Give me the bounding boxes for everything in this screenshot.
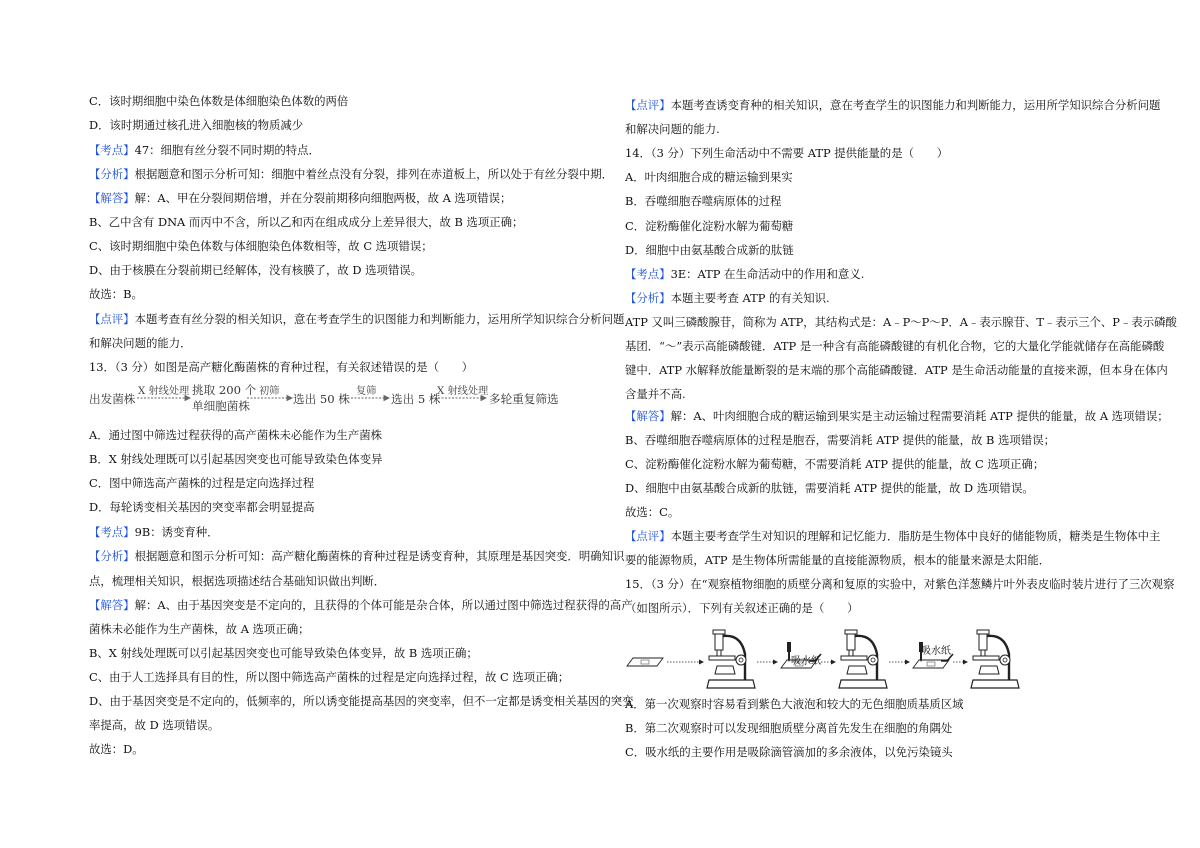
flow-label-xray-2: X 射线处理 xyxy=(437,386,489,397)
text-line xyxy=(625,457,1044,471)
line-text: B、吞噬细胞吞噬病原体的过程是胞吞，需要消耗 ATP 提供的能量，故 B 选项错误； xyxy=(625,433,1055,447)
plasmolysis-figure xyxy=(625,628,1025,690)
section-tag: 【分析】 xyxy=(625,291,671,305)
text-line xyxy=(89,598,633,612)
flow-node-repeat: 多轮重复筛选 xyxy=(489,392,559,406)
blotting-paper-label-2: 吸水纸 xyxy=(921,646,951,657)
text-line xyxy=(89,336,192,350)
line-text: 14．（3 分）下列生命活动中不需要 ATP 提供能量的是（ ） xyxy=(625,146,949,160)
text-line xyxy=(625,433,1055,447)
section-tag: 【解答】 xyxy=(625,409,671,423)
section-tag: 【点评】 xyxy=(89,312,135,326)
text-line xyxy=(625,387,686,401)
text-line xyxy=(89,500,315,514)
line-text: C．图中筛选高产菌株的过程是定向选择过程 xyxy=(89,476,315,490)
slide-1 xyxy=(627,658,663,666)
line-text: 本题主要考查学生对知识的理解和记忆能力．脂肪是生物体中良好的储能物质，糖类是生物体中主 xyxy=(670,529,1161,543)
line-text: 本题主要考查 ATP 的有关知识. xyxy=(670,291,830,305)
section-tag: 【点评】 xyxy=(625,529,671,543)
text-line xyxy=(625,601,859,615)
section-tag: 【考点】 xyxy=(89,525,135,539)
line-text: 解：A、由于基因突变是不定向的，且获得的个体可能是杂合体，所以通过图中筛选过程获得的高产 xyxy=(134,598,633,612)
line-text: 9B：诱变育种． xyxy=(134,525,219,539)
text-line xyxy=(625,219,793,233)
text-line xyxy=(625,122,720,136)
text-line xyxy=(625,553,1050,567)
line-text: ATP 又叫三磷酸腺苷，简称为 ATP，其结构式是：A﹣P～P～P．A﹣表示腺苷、T﹣表示三个、P﹣表示磷酸 xyxy=(625,315,1177,329)
microscope-3 xyxy=(971,630,1019,688)
line-text: 3E：ATP 在生命活动中的作用和意义. xyxy=(670,267,865,281)
line-text: 根据题意和图示分析可知：细胞中着丝点没有分裂，排列在赤道板上，所以处于有丝分裂中期． xyxy=(134,167,613,181)
section-tag: 【分析】 xyxy=(89,549,135,563)
flow-label-xray-1: X 射线处理 xyxy=(138,386,190,397)
line-text: B、乙中含有 DNA 而丙中不含，所以乙和丙在组成成分上差异很大，故 B 选项正确； xyxy=(89,215,524,229)
flow-node-select-5: 选出 5 株 xyxy=(391,392,441,406)
text-line xyxy=(89,670,569,684)
microscope-2 xyxy=(839,630,887,688)
text-line xyxy=(625,146,948,160)
line-text: 故选：D。 xyxy=(89,742,144,756)
section-tag: 【解答】 xyxy=(89,191,135,205)
section-tag: 【点评】 xyxy=(625,98,671,112)
line-text: B．X 射线处理既可以引起基因突变也可能导致染色体变异 xyxy=(89,452,383,466)
text-line xyxy=(625,194,781,208)
text-line xyxy=(89,263,422,277)
line-text: A．通过图中筛选过程获得的高产菌株未必能作为生产菌株 xyxy=(89,428,382,442)
text-line xyxy=(625,577,1174,591)
line-text: 键中．ATP 水解释放能量断裂的是末端的那个高能磷酸键．ATP 是生命活动能量的直接来源，但本身在体内 xyxy=(625,363,1168,377)
text-line xyxy=(625,481,1034,495)
text-line xyxy=(625,529,1160,543)
line-text: 含量并不高. xyxy=(625,387,686,401)
blotting-paper-label-1: 吸水纸 xyxy=(791,656,821,667)
text-line xyxy=(89,215,523,229)
line-text: 基团．“～”表示高能磷酸键．ATP 是一种含有高能磷酸键的有机化合物，它的大量化学能就储存在高能磷酸 xyxy=(625,339,1165,353)
text-line xyxy=(89,239,433,253)
text-line xyxy=(625,339,1164,353)
text-line xyxy=(625,697,964,711)
text-line xyxy=(89,718,219,732)
section-tag: 【考点】 xyxy=(625,267,671,281)
line-text: D、由于核膜在分裂前期已经解体，没有核膜了，故 D 选项错误。 xyxy=(89,263,423,277)
text-line xyxy=(625,721,952,735)
line-text: B．吞噬细胞吞噬病原体的过程 xyxy=(625,194,782,208)
text-line xyxy=(89,287,143,301)
line-text: 故选：C。 xyxy=(625,505,680,519)
microscope-sequence xyxy=(625,628,1025,690)
text-line xyxy=(89,312,624,326)
text-line xyxy=(89,549,624,563)
flow-node-start: 出发菌株 xyxy=(89,392,136,406)
text-line xyxy=(625,98,1160,112)
text-line xyxy=(89,452,382,466)
line-text: D．该时期通过核孔进入细胞核的物质减少 xyxy=(89,118,304,132)
line-text: 15．（3 分）在“观察植物细胞的质壁分离和复原的实验中，对紫色洋葱鳞片叶外表皮临时装片进行了三次观察 xyxy=(625,577,1175,591)
line-text: 本题考查有丝分裂的相关知识，意在考查学生的识图能力和判断能力，运用所学知识综合分析问题 xyxy=(134,312,625,326)
line-text: 要的能源物质，ATP 是生物体所需能量的直接能源物质，根本的能量来源是太阳能． xyxy=(625,553,1051,567)
flow-node-select-50: 选出 50 株 xyxy=(293,392,350,406)
text-line xyxy=(89,742,144,756)
line-text: C．该时期细胞中染色体数是体细胞染色体数的两倍 xyxy=(89,94,349,108)
line-text: 率提高，故 D 选项错误。 xyxy=(89,718,220,732)
line-text: 13．（3 分）如图是高产糖化酶菌株的育种过程，有关叙述错误的是（ ） xyxy=(89,360,474,374)
line-text: 点，梳理相关知识，根据选项描述结合基础知识做出判断． xyxy=(89,574,386,588)
section-tag: 【解答】 xyxy=(89,598,135,612)
line-text: A．第一次观察时容易看到紫色大液泡和较大的无色细胞质基质区域 xyxy=(625,697,964,711)
text-line xyxy=(89,622,310,636)
line-text: 47：细胞有丝分裂不同时期的特点． xyxy=(134,143,320,157)
text-line xyxy=(625,505,679,519)
text-line xyxy=(89,143,320,157)
text-line xyxy=(625,363,1168,377)
text-line xyxy=(625,243,794,257)
text-line xyxy=(89,428,382,442)
line-text: C、淀粉酶催化淀粉水解为葡萄糖，不需要消耗 ATP 提供的能量，故 C 选项正确； xyxy=(625,457,1045,471)
line-text: C．淀粉酶催化淀粉水解为葡萄糖 xyxy=(625,219,794,233)
text-line xyxy=(625,291,830,305)
line-text: 解：A、甲在分裂间期倍增，并在分裂前期移向细胞两极，故 A 选项错误； xyxy=(134,191,512,205)
text-line xyxy=(625,315,1177,329)
text-line xyxy=(89,191,511,205)
text-line xyxy=(625,170,793,184)
line-text: A．叶肉细胞合成的糖运输到果实 xyxy=(625,170,793,184)
line-text: C、由于人工选择具有目的性，所以图中筛选高产菌株的过程是定向选择过程，故 C 选项正确； xyxy=(89,670,570,684)
line-text: D．每轮诱变相关基因的突变率都会明显提高 xyxy=(89,500,315,514)
flow-node-single-cell: 单细胞菌株 xyxy=(192,399,250,413)
line-text: 故选：B。 xyxy=(89,287,143,301)
section-tag: 【考点】 xyxy=(89,143,135,157)
text-line xyxy=(625,745,953,759)
text-line xyxy=(89,94,348,108)
line-text: D、细胞中由氨基酸合成新的肽链，需要消耗 ATP 提供的能量，故 D 选项错误。 xyxy=(625,481,1034,495)
line-text: B、X 射线处理既可以引起基因突变也可能导致染色体变异，故 B 选项正确； xyxy=(89,646,478,660)
line-text: B．第二次观察时可以发现细胞质壁分离首先发生在细胞的角隅处 xyxy=(625,721,953,735)
text-line xyxy=(89,167,613,181)
text-line xyxy=(625,267,864,281)
flow-label-secondary-screen: 复筛 xyxy=(356,386,377,397)
line-text: 本题考查诱变育种的相关知识，意在考查学生的识图能力和判断能力，运用所学知识综合分析问题 xyxy=(670,98,1161,112)
text-line xyxy=(89,574,385,588)
breeding-flowchart xyxy=(89,382,569,422)
text-line xyxy=(89,646,478,660)
line-text: D．细胞中由氨基酸合成新的肽链 xyxy=(625,243,794,257)
flow-label-primary-screen: 初筛 xyxy=(259,386,280,397)
line-text: C、该时期细胞中染色体数与体细胞染色体数相等，故 C 选项错误； xyxy=(89,239,433,253)
text-line xyxy=(89,360,473,374)
line-text: 和解决问题的能力． xyxy=(89,336,192,350)
line-text: （如图所示）．下列有关叙述正确的是（ ） xyxy=(625,601,859,615)
section-tag: 【分析】 xyxy=(89,167,135,181)
line-text: 和解决问题的能力. xyxy=(625,122,720,136)
text-line xyxy=(625,409,1169,423)
line-text: 根据题意和图示分析可知：高产糖化酶菌株的育种过程是诱变育种，其原理是基因突变．明确知识 xyxy=(134,549,625,563)
text-line xyxy=(89,476,314,490)
text-line xyxy=(89,118,303,132)
microscope-1 xyxy=(707,630,755,688)
text-line xyxy=(89,694,634,708)
line-text: D、由于基因突变是不定向的，低频率的，所以诱变能提高基因的突变率，但不一定都是诱变相关基因的突变 xyxy=(89,694,634,708)
text-line xyxy=(89,525,219,539)
line-text: 解：A、叶肉细胞合成的糖运输到果实是主动运输过程需要消耗 ATP 提供的能量，故 A 选项错误； xyxy=(670,409,1169,423)
line-text: 菌株未必能作为生产菌株，故 A 选项正确； xyxy=(89,622,310,636)
flow-node-pick: 挑取 200 个 xyxy=(192,383,257,397)
line-text: C．吸水纸的主要作用是吸除滴管滴加的多余液体，以免污染镜头 xyxy=(625,745,953,759)
